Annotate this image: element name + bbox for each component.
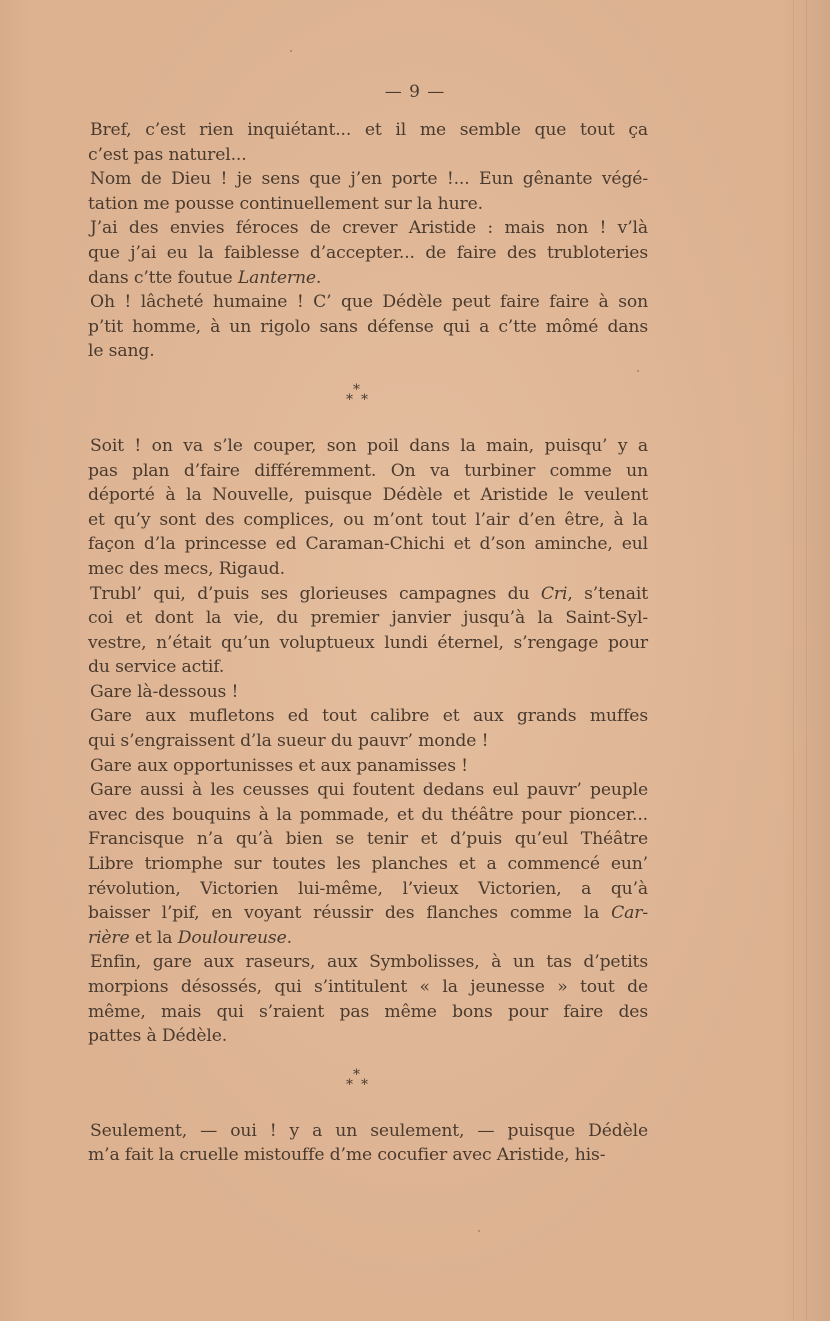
text-run: avec des bouquins à la pommade, et du théâtre pour pioncer... xyxy=(88,804,648,825)
paragraph xyxy=(90,434,648,582)
text-run: coi et dont la vie, du premier janvier jusqu’à la Saint-Syl- xyxy=(88,608,648,629)
text-run: Trubl’ qui, d’puis ses glorieuses campagnes du xyxy=(90,583,541,604)
text-line xyxy=(88,339,648,364)
italic-title: Lanterne xyxy=(237,267,316,288)
text-line xyxy=(88,606,648,631)
text-run: pas plan d’faire différemment. On va turbiner comme un xyxy=(88,460,648,481)
text-run: Oh ! lâcheté humaine ! C’ que Dédèle peut faire faire à son xyxy=(90,292,648,313)
text-run: façon d’la princesse ed Caraman-Chichi et d’son aminche, eul xyxy=(88,534,648,555)
text-run: baisser l’pif, en voyant réussir des flanches comme la xyxy=(88,903,612,924)
text-run: Soit ! on va s’le couper, son poil dans la main, puisqu’ y a xyxy=(90,435,648,456)
text-line xyxy=(90,778,648,803)
text-run: p’tit homme, à un rigolo sans défense qui a c’tte mômé dans xyxy=(88,316,648,337)
asterisk-icon: * xyxy=(353,1066,360,1083)
text-line xyxy=(88,803,648,828)
paragraph xyxy=(90,680,648,705)
text-run: Libre triomphe sur toutes les planches et a commencé eun’ xyxy=(88,854,648,875)
italic-title: Cri xyxy=(540,583,568,604)
text-run: Nom de Dieu ! je sens que j’en porte !... Eun gênante végé- xyxy=(90,169,648,190)
text-line xyxy=(88,315,648,340)
text-line xyxy=(88,192,648,217)
text-line xyxy=(88,1000,648,1025)
text-run: même, mais qui s’raient pas même bons pour faire des xyxy=(88,1001,648,1022)
italic-title: Douloureuse xyxy=(177,927,287,948)
paper-speck xyxy=(478,1230,480,1232)
text-run: Gare aux mufletons ed tout calibre et aux grands muffes xyxy=(90,706,648,727)
body-text xyxy=(90,118,648,1168)
asterisk-icon: * xyxy=(361,1076,368,1093)
paragraph xyxy=(90,950,648,1048)
text-run: qui s’engraissent d’la sueur du pauvr’ monde ! xyxy=(88,731,489,752)
text-run: le sang. xyxy=(88,341,155,362)
text-line xyxy=(90,434,648,459)
italic-title: Car- xyxy=(611,903,648,924)
text-run: révolution, Victorien lui-même, l’vieux Victorien, a qu’à xyxy=(88,878,648,899)
asterisk-icon: * xyxy=(346,391,353,408)
text-run: déporté à la Nouvelle, puisque Dédèle et Aristide le veulent xyxy=(88,485,648,506)
paragraph xyxy=(90,778,648,950)
text-line xyxy=(90,950,648,975)
text-run: du service actif. xyxy=(88,657,225,678)
paragraph xyxy=(90,216,648,290)
text-run: et qu’y sont des complices, ou m’ont tout l’air d’en être, à la xyxy=(88,509,648,530)
text-line xyxy=(88,557,648,582)
text-line xyxy=(88,852,648,877)
text-run: Enfin, gare aux raseurs, aux Symbolisses, à un tas d’petits xyxy=(90,952,648,973)
text-line xyxy=(90,118,648,143)
text-line xyxy=(90,1119,648,1144)
text-line xyxy=(88,483,648,508)
text-line xyxy=(90,167,648,192)
paragraph xyxy=(90,1119,648,1168)
text-run: dans c’tte foutue xyxy=(88,267,238,288)
text-run: tation me pousse continuellement sur la hure. xyxy=(88,193,483,214)
text-line xyxy=(90,680,648,705)
paragraph xyxy=(90,754,648,779)
paragraph xyxy=(90,704,648,753)
text-line xyxy=(88,1024,648,1049)
paper-speck xyxy=(290,50,292,52)
paragraph xyxy=(90,118,648,167)
text-run: vestre, n’était qu’un voluptueux lundi éternel, s’rengage pour xyxy=(88,632,648,653)
text-line xyxy=(88,241,648,266)
text-line xyxy=(88,827,648,852)
text-run: Gare aux opportunisses et aux panamisses ! xyxy=(90,755,468,776)
text-line xyxy=(88,975,648,1000)
text-run: . xyxy=(315,267,322,288)
text-run: Gare aussi à les ceusses qui foutent dedans eul pauvr’ peuple xyxy=(90,780,648,801)
text-line xyxy=(88,459,648,484)
text-line xyxy=(88,508,648,533)
text-line xyxy=(90,704,648,729)
text-run: Francisque n’a qu’à bien se tenir et d’puis qu’eul Théâtre xyxy=(88,829,648,850)
text-line xyxy=(88,901,648,926)
asterisk-icon: * xyxy=(346,1076,353,1093)
text-run: pattes à Dédèle. xyxy=(88,1026,228,1047)
page-fold-line xyxy=(793,0,794,1321)
paragraph xyxy=(90,582,648,680)
text-run: Bref, c’est rien inquiétant... et il me semble que tout ça xyxy=(90,120,648,140)
text-line xyxy=(88,266,648,291)
text-line xyxy=(88,926,648,951)
text-line xyxy=(88,532,648,557)
italic-title: rière xyxy=(88,927,130,948)
text-line xyxy=(88,729,648,754)
paragraph xyxy=(90,167,648,216)
text-run: morpions désossés, qui s’intitulent « la jeunesse » tout de xyxy=(88,977,648,997)
text-run: Seulement, — oui ! y a un seulement, — puisque Dédèle xyxy=(90,1120,648,1141)
text-run: Gare là-dessous ! xyxy=(90,681,239,702)
asterisk-icon: * xyxy=(353,381,360,398)
page-number: — 9 — xyxy=(384,82,446,102)
text-line xyxy=(90,290,648,315)
text-run: c’est pas naturel... xyxy=(88,144,247,165)
text-run: mec des mecs, Rigaud. xyxy=(88,558,285,579)
text-line xyxy=(90,754,648,779)
text-run: , s’tenait xyxy=(567,583,648,604)
text-run: . xyxy=(286,927,292,948)
asterisk-icon: * xyxy=(361,391,368,408)
text-run: et la xyxy=(129,927,178,948)
text-line xyxy=(88,143,648,168)
text-line xyxy=(90,216,648,241)
text-line xyxy=(88,631,648,656)
paragraph xyxy=(90,290,648,364)
text-line xyxy=(88,877,648,902)
text-line xyxy=(90,582,648,607)
text-line xyxy=(88,1143,648,1168)
section-separator xyxy=(90,1049,648,1119)
text-run: que j’ai eu la faiblesse d’accepter... de faire des trubloteries xyxy=(88,242,648,263)
text-run: J’ai des envies féroces de crever Aristide : mais non ! v’là xyxy=(90,218,648,239)
text-run: m’a fait la cruelle mistouffe d’me cocufier avec Aristide, his- xyxy=(88,1145,606,1166)
page-fold-line xyxy=(806,0,807,1321)
section-separator xyxy=(90,364,648,434)
text-line xyxy=(88,655,648,680)
